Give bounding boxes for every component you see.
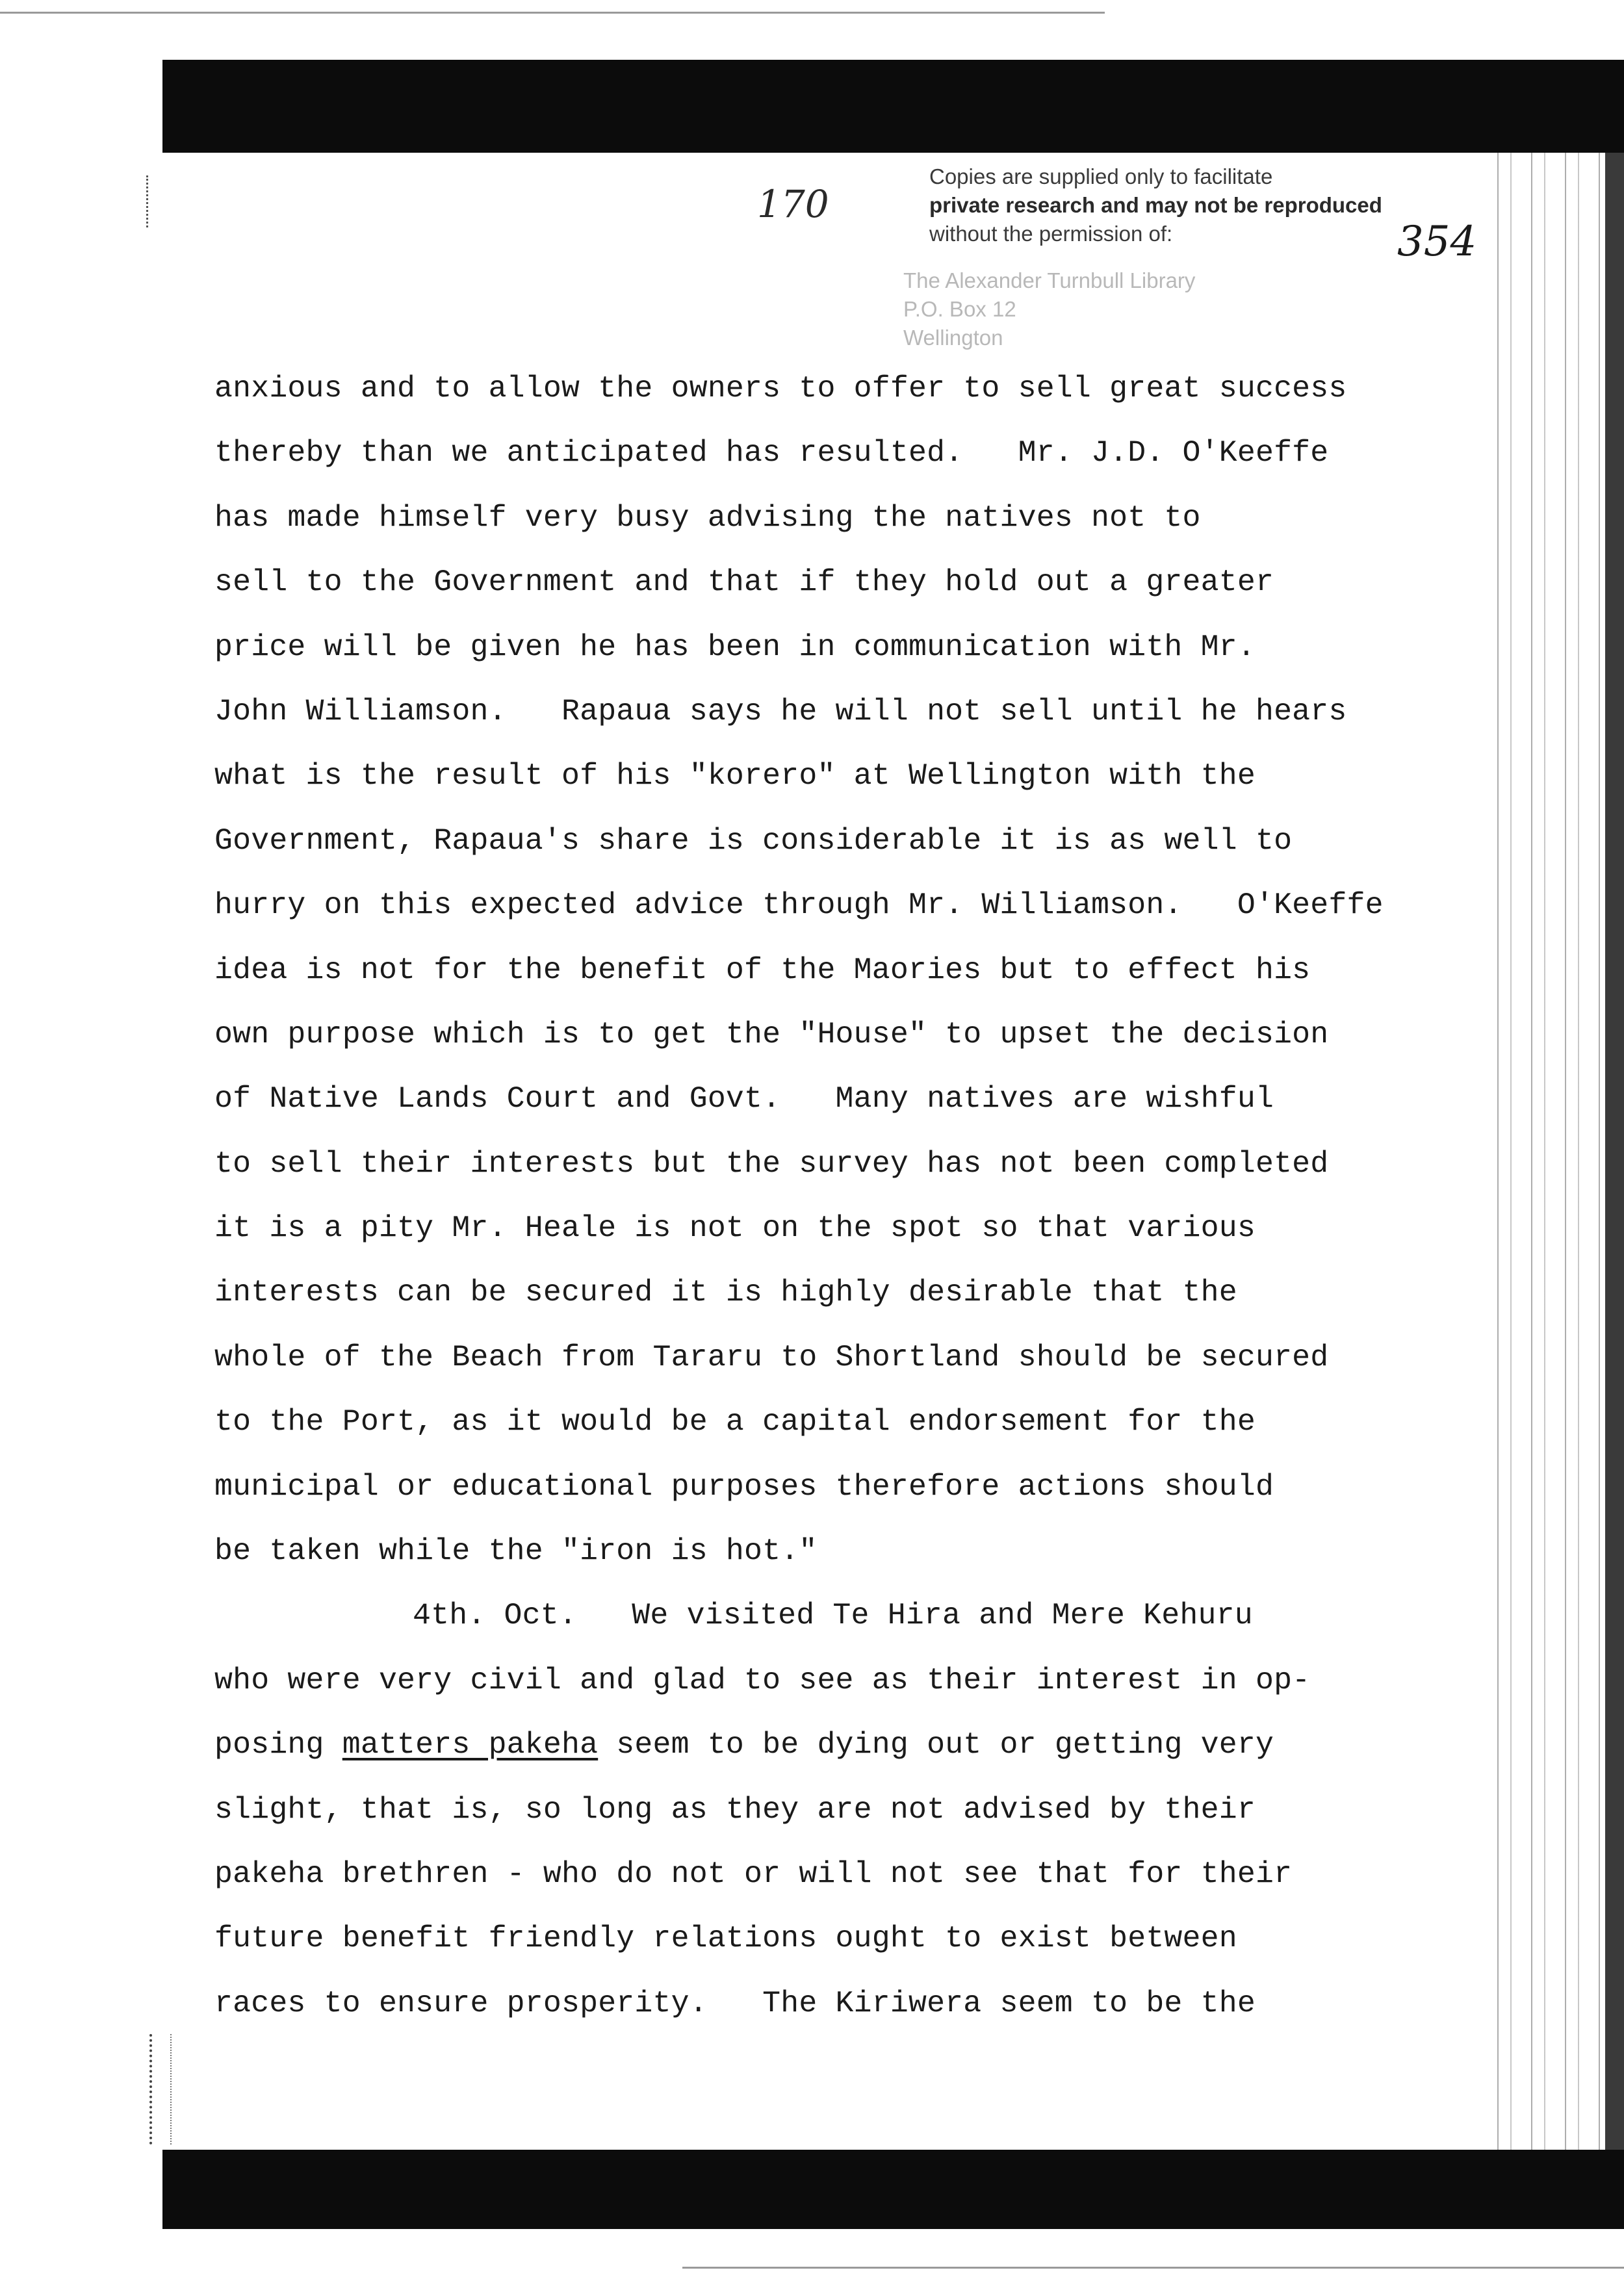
stamp-address-line: P.O. Box 12 [903, 297, 1016, 321]
scan-bottom-edge [682, 2267, 1624, 2269]
text-line: who were very civil and glad to see as their interest in op- [214, 1662, 1311, 1697]
text-line: thereby than we anticipated has resulted. Mr. J.D. O'Keeffe [214, 435, 1329, 470]
text-line: idea is not for the benefit of the Maories but to effect his [214, 952, 1311, 987]
text-line: whole of the Beach from Tararu to Shortland should be secured [214, 1339, 1329, 1374]
scan-margin-marks-bottom [149, 2034, 172, 2145]
text-line: future benefit friendly relations ought to exist between [214, 1921, 1237, 1956]
text-line: own purpose which is to get the "House" to upset the decision [214, 1016, 1329, 1051]
text-line: be taken while the "iron is hot." [214, 1534, 818, 1569]
stamp-line: Copies are supplied only to facilitate [929, 164, 1273, 188]
folio-number-left: 170 [757, 182, 829, 226]
scan-border-bottom [162, 2150, 1624, 2229]
library-address-stamp [903, 266, 1358, 352]
scan-top-edge [0, 12, 1105, 14]
stamp-address-line: The Alexander Turnbull Library [903, 268, 1196, 292]
text-line: John Williamson. Rapaua says he will not sell until he hears [214, 693, 1347, 728]
text-line-indented: 4th. Oct. We visited Te Hira and Mere Kehuru [413, 1598, 1253, 1633]
typescript-body [214, 356, 1508, 2035]
text-line: to sell their interests but the survey has not been completed [214, 1146, 1329, 1181]
stamp-address-line: Wellington [903, 326, 1003, 350]
text-segment: posing [214, 1727, 342, 1762]
text-line: pakeha brethren - who do not or will not see that for their [214, 1856, 1293, 1891]
text-line: of Native Lands Court and Govt. Many natives are wishful [214, 1081, 1274, 1116]
text-line: hurry on this expected advice through Mr. Williamson. O'Keeffe [214, 888, 1384, 923]
text-segment: seem to be dying out or getting very [598, 1727, 1274, 1762]
scan-page-edge-right [1488, 153, 1624, 2150]
text-line: sell to the Government and that if they hold out a greater [214, 565, 1274, 600]
copyright-stamp [929, 162, 1475, 248]
stamp-line: private research and may not be reproduced [929, 193, 1382, 217]
text-line: it is a pity Mr. Heale is not on the spot so that various [214, 1211, 1256, 1246]
text-line: races to ensure prosperity. The Kiriwera seem to be the [214, 1985, 1256, 2020]
text-line: has made himself very busy advising the natives not to [214, 500, 1201, 535]
text-line-with-underline [214, 1712, 1508, 1777]
scan-page-edge-shadow [1605, 153, 1624, 2150]
text-line: interests can be secured it is highly desirable that the [214, 1275, 1237, 1310]
stamp-line: without the permission of: [929, 222, 1173, 246]
underlined-phrase: matters pakeha [342, 1727, 599, 1762]
text-line: to the Port, as it would be a capital endorsement for the [214, 1404, 1256, 1439]
text-line: Government, Rapaua's share is considerable it is as well to [214, 823, 1293, 858]
text-line: municipal or educational purposes therefore actions should [214, 1469, 1274, 1504]
text-line: slight, that is, so long as they are not advised by their [214, 1792, 1256, 1827]
text-line: anxious and to allow the owners to offer to sell great success [214, 371, 1347, 406]
text-line: price will be given he has been in communication with Mr. [214, 629, 1256, 664]
scan-border-top [162, 60, 1624, 153]
scan-margin-marks-top [146, 175, 164, 227]
folio-number-right: 354 [1397, 218, 1477, 266]
text-line: what is the result of his "korero" at Wellington with the [214, 758, 1256, 793]
